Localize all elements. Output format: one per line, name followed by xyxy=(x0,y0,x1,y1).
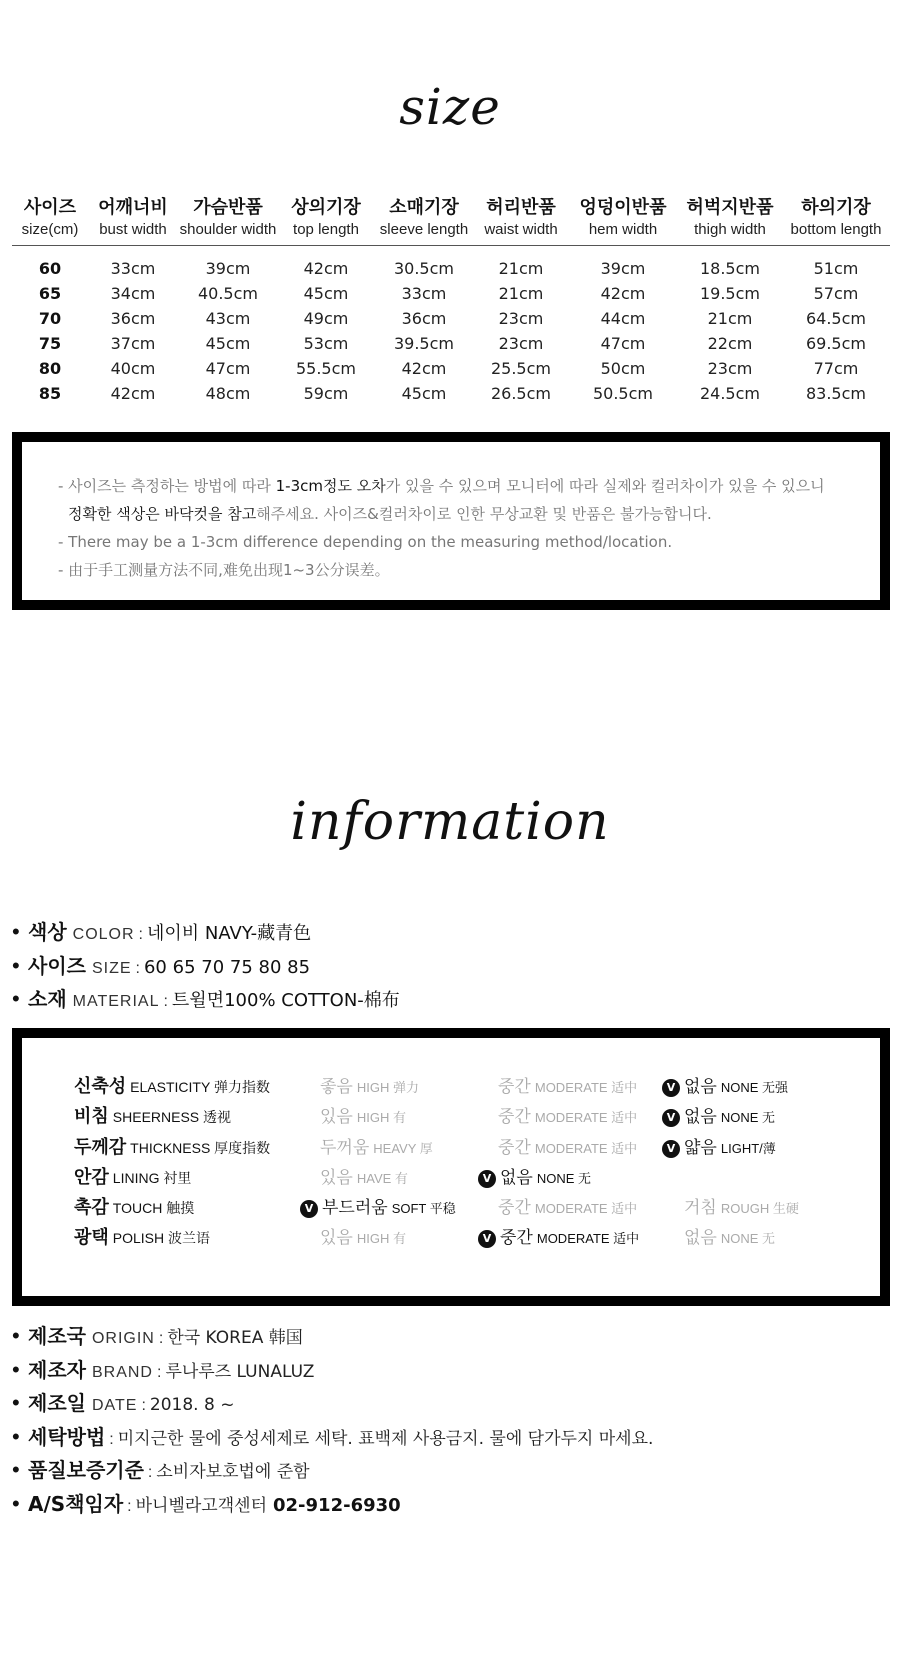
size-value-cell: 36cm xyxy=(110,309,156,328)
size-table-body xyxy=(12,246,890,406)
size-value-cell: 39.5cm xyxy=(393,334,454,353)
notice-line-4: - 由于手工测量方法不同,难免出现1~3公分误差。 xyxy=(58,561,390,579)
option-label-ko: 없음 xyxy=(500,1168,533,1188)
size-value-cell: 50.5cm xyxy=(592,384,653,403)
check-mark-icon: V xyxy=(478,1170,496,1188)
bullet-icon: • xyxy=(12,919,20,944)
property-option xyxy=(320,1072,419,1097)
size-header-en: bust width xyxy=(99,221,167,238)
size-header-cell xyxy=(678,196,782,245)
basic-info-label-en: MATERIAL xyxy=(72,993,160,1010)
detail-info-value: 바니벨라고객센터 xyxy=(135,1495,267,1516)
basic-info-label-en: COLOR xyxy=(72,926,135,943)
property-option xyxy=(498,1133,637,1158)
size-value-cell: 47cm xyxy=(600,334,646,353)
option-label-ko: 두꺼움 xyxy=(320,1138,370,1158)
property-name xyxy=(74,1133,270,1159)
property-name-ko: 촉감 xyxy=(74,1197,109,1218)
property-row xyxy=(22,1102,880,1134)
property-row xyxy=(22,1193,880,1225)
property-option xyxy=(320,1163,408,1188)
detail-info-item xyxy=(12,1454,653,1488)
basic-info-item xyxy=(12,983,400,1017)
size-header-ko: 엉덩이반품 xyxy=(579,197,667,218)
property-option-selected xyxy=(662,1133,776,1158)
basic-info-label-ko: 색상 xyxy=(28,920,67,944)
property-option xyxy=(498,1102,637,1127)
property-name xyxy=(74,1193,194,1219)
property-option-selected xyxy=(300,1193,456,1218)
size-value-cell: 59cm xyxy=(303,384,349,403)
basic-info-label-ko: 사이즈 xyxy=(28,953,86,978)
option-label-en: NONE 无 xyxy=(720,1231,776,1246)
property-option xyxy=(498,1193,637,1218)
check-mark-icon: V xyxy=(662,1140,680,1158)
detail-info-phone: 02-912-6930 xyxy=(273,1494,401,1516)
size-value-cell: 23cm xyxy=(498,309,544,328)
size-value-cell: 50cm xyxy=(600,359,646,378)
size-header-ko: 허리반품 xyxy=(486,197,556,218)
option-label-en: MODERATE 适中 xyxy=(534,1110,638,1125)
option-label-ko: 없음 xyxy=(684,1228,717,1248)
size-value-cell: 42cm xyxy=(600,284,646,303)
size-table-row xyxy=(12,356,890,381)
property-row xyxy=(22,1072,880,1104)
detail-info-item xyxy=(12,1387,653,1421)
size-value-cell: 42cm xyxy=(401,359,447,378)
property-option-selected xyxy=(478,1163,591,1188)
size-header-cell xyxy=(88,196,178,245)
size-value-cell: 42cm xyxy=(303,259,349,278)
basic-info-list xyxy=(12,916,400,1017)
detail-info-value: 루나루즈 LUNALUZ xyxy=(165,1361,315,1382)
basic-info-label-ko: 소재 xyxy=(28,987,67,1011)
option-label-en: MODERATE 适中 xyxy=(534,1141,638,1156)
option-label-ko: 없음 xyxy=(684,1077,717,1097)
size-value-cell: 39cm xyxy=(600,259,646,278)
check-mark-icon: V xyxy=(662,1079,680,1097)
size-value-cell: 42cm xyxy=(110,384,156,403)
size-value-cell: 18.5cm xyxy=(699,259,760,278)
option-label-ko: 얇음 xyxy=(684,1138,717,1158)
size-header-en: bottom length xyxy=(790,221,882,238)
basic-info-label-en: SIZE xyxy=(91,959,132,977)
size-value-cell: 34cm xyxy=(110,284,156,303)
property-name-ko: 광택 xyxy=(74,1227,109,1248)
option-label-en: MODERATE 适中 xyxy=(536,1231,640,1246)
size-header-ko: 사이즈 xyxy=(23,197,77,218)
size-value-cell: 19.5cm xyxy=(699,284,760,303)
detail-info-value: 한국 KOREA 韩国 xyxy=(167,1328,303,1348)
option-label-ko: 중간 xyxy=(498,1198,531,1218)
size-header-en: waist width xyxy=(484,221,558,238)
option-label-en: MODERATE 适中 xyxy=(534,1201,638,1216)
size-value-cell: 21cm xyxy=(498,284,544,303)
option-label-en: HIGH 弹力 xyxy=(356,1080,419,1095)
option-label-en: LIGHT/薄 xyxy=(720,1141,776,1156)
size-value-cell: 44cm xyxy=(600,309,646,328)
option-label-ko: 중간 xyxy=(500,1228,533,1248)
size-value-cell: 25.5cm xyxy=(490,359,551,378)
detail-info-value: 2018. 8 ~ xyxy=(149,1395,235,1415)
size-header-ko: 어깨너비 xyxy=(98,197,168,218)
size-value-cell: 21cm xyxy=(707,309,753,328)
size-value-cell: 22cm xyxy=(707,334,753,353)
detail-info-label-ko: 제조국 xyxy=(28,1324,86,1348)
property-option xyxy=(320,1102,406,1127)
option-label-en: HEAVY 厚 xyxy=(373,1141,433,1156)
option-label-ko: 부드러움 xyxy=(322,1198,388,1218)
size-header-ko: 허벅지반품 xyxy=(686,197,774,218)
size-value-cell: 30.5cm xyxy=(393,259,454,278)
size-header-cell xyxy=(178,196,278,245)
property-option-selected xyxy=(662,1102,775,1127)
size-table xyxy=(12,196,890,406)
check-mark-icon: V xyxy=(300,1200,318,1218)
size-value-cell: 24.5cm xyxy=(699,384,760,403)
size-label-cell: 70 xyxy=(38,309,62,328)
property-option xyxy=(498,1072,637,1097)
size-header-ko: 소매기장 xyxy=(389,197,459,218)
detail-info-label-en: BRAND xyxy=(91,1363,153,1381)
bullet-icon: • xyxy=(12,1457,20,1482)
separator: : xyxy=(158,1330,164,1347)
property-name-en: TOUCH 触摸 xyxy=(112,1200,195,1216)
size-value-cell: 26.5cm xyxy=(490,384,551,403)
property-name xyxy=(74,1163,191,1189)
property-row xyxy=(22,1163,880,1195)
size-value-cell: 48cm xyxy=(205,384,251,403)
bullet-icon: • xyxy=(12,1423,20,1449)
basic-info-value: 네이비 NAVY-藏青色 xyxy=(147,923,312,944)
size-value-cell: 21cm xyxy=(498,259,544,278)
detail-info-label-en: DATE xyxy=(91,1397,138,1414)
size-table-row xyxy=(12,381,890,406)
property-option xyxy=(320,1133,433,1158)
size-value-cell: 69.5cm xyxy=(805,334,866,353)
size-value-cell: 45cm xyxy=(303,284,349,303)
size-header-en: top length xyxy=(293,221,359,238)
property-row xyxy=(22,1133,880,1165)
detail-info-label-ko: 세탁방법 xyxy=(28,1424,106,1449)
option-label-ko: 거침 xyxy=(684,1198,717,1218)
property-name-en: THICKNESS 厚度指数 xyxy=(130,1140,271,1156)
bullet-icon: • xyxy=(12,1323,20,1348)
size-header-cell xyxy=(568,196,678,245)
size-value-cell: 40cm xyxy=(110,359,156,378)
basic-info-item xyxy=(12,950,400,984)
size-table-row xyxy=(12,281,890,306)
option-label-en: HIGH 有 xyxy=(356,1231,406,1246)
size-label-cell: 80 xyxy=(38,359,62,378)
option-label-en: MODERATE 适中 xyxy=(534,1080,638,1095)
bullet-icon: • xyxy=(12,1356,20,1382)
option-label-en: NONE 无强 xyxy=(720,1080,789,1095)
separator: : xyxy=(141,1397,146,1414)
size-value-cell: 23cm xyxy=(707,359,753,378)
bullet-icon: • xyxy=(12,986,20,1011)
size-header-cell xyxy=(474,196,568,245)
property-option xyxy=(320,1223,406,1248)
size-value-cell: 33cm xyxy=(110,259,156,278)
option-label-ko: 중간 xyxy=(498,1107,531,1127)
size-table-header xyxy=(12,196,890,246)
option-label-en: NONE 无 xyxy=(536,1171,592,1186)
size-header-en: size(cm) xyxy=(21,221,79,238)
size-header-en: sleeve length xyxy=(379,221,469,238)
size-label-cell: 65 xyxy=(38,284,62,303)
size-notice-box xyxy=(12,432,890,610)
size-value-cell: 77cm xyxy=(813,359,859,378)
option-label-ko: 있음 xyxy=(320,1168,353,1188)
separator: : xyxy=(109,1430,114,1448)
check-mark-icon: V xyxy=(662,1109,680,1127)
size-label-cell: 85 xyxy=(38,384,62,403)
size-label-cell: 60 xyxy=(38,259,62,278)
size-header-ko: 하의기장 xyxy=(801,197,871,218)
size-header-ko: 상의기장 xyxy=(291,197,361,218)
bullet-icon: • xyxy=(12,1490,20,1516)
option-label-en: HIGH 有 xyxy=(356,1110,406,1125)
size-table-row xyxy=(12,256,890,281)
bullet-icon: • xyxy=(12,1390,20,1415)
property-name-en: POLISH 波兰语 xyxy=(112,1230,211,1246)
size-header-en: hem width xyxy=(588,221,658,238)
property-name-ko: 비침 xyxy=(74,1106,109,1127)
size-header-ko: 가슴반품 xyxy=(193,197,263,218)
separator: : xyxy=(156,1363,162,1381)
size-value-cell: 53cm xyxy=(303,334,349,353)
size-value-cell: 64.5cm xyxy=(805,309,866,328)
size-value-cell: 57cm xyxy=(813,284,859,303)
option-label-en: HAVE 有 xyxy=(356,1171,408,1186)
property-name xyxy=(74,1102,231,1128)
property-name xyxy=(74,1072,270,1098)
size-table-row xyxy=(12,331,890,356)
size-label-cell: 75 xyxy=(38,334,62,353)
size-header-cell xyxy=(278,196,374,245)
size-section-title: size xyxy=(399,78,501,136)
size-value-cell: 45cm xyxy=(401,384,447,403)
size-header-cell xyxy=(12,196,88,245)
detail-info-item xyxy=(12,1488,653,1522)
check-mark-icon: V xyxy=(478,1230,496,1248)
size-header-cell xyxy=(374,196,474,245)
separator: : xyxy=(127,1497,132,1515)
size-value-cell: 83.5cm xyxy=(805,384,866,403)
fabric-properties-box xyxy=(12,1028,890,1306)
property-name-en: SHEERNESS 透视 xyxy=(112,1109,232,1125)
property-option xyxy=(684,1223,775,1248)
bullet-icon: • xyxy=(12,952,20,978)
detail-info-item xyxy=(12,1421,653,1455)
option-label-ko: 좋음 xyxy=(320,1077,353,1097)
size-header-en: shoulder width xyxy=(179,221,277,238)
notice-line-3: - There may be a 1-3cm difference depending on the measuring method/location. xyxy=(58,533,673,551)
size-value-cell: 49cm xyxy=(303,309,349,328)
option-label-en: ROUGH 生硬 xyxy=(720,1201,799,1216)
property-name-ko: 신축성 xyxy=(74,1076,127,1097)
size-header-cell xyxy=(782,196,890,245)
property-option xyxy=(684,1193,799,1218)
size-value-cell: 40.5cm xyxy=(197,284,258,303)
option-label-ko: 있음 xyxy=(320,1228,353,1248)
information-section-title: information xyxy=(290,792,610,852)
property-name xyxy=(74,1223,210,1249)
size-value-cell: 33cm xyxy=(401,284,447,303)
separator: : xyxy=(147,1464,153,1481)
detail-info-label-ko: 제조일 xyxy=(28,1391,86,1415)
size-value-cell: 55.5cm xyxy=(295,359,356,378)
detail-info-label-en: ORIGIN xyxy=(91,1330,155,1347)
basic-info-value: 트윌면100% COTTON-棉布 xyxy=(171,990,400,1011)
detail-info-item xyxy=(12,1320,653,1354)
separator: : xyxy=(163,993,168,1010)
option-label-ko: 없음 xyxy=(684,1107,717,1127)
separator: : xyxy=(138,926,143,943)
size-value-cell: 45cm xyxy=(205,334,251,353)
option-label-ko: 중간 xyxy=(498,1077,531,1097)
property-name-en: LINING 衬里 xyxy=(112,1170,192,1186)
property-option-selected xyxy=(662,1072,788,1097)
size-header-en: thigh width xyxy=(694,221,766,238)
property-name-ko: 두께감 xyxy=(74,1137,127,1158)
size-value-cell: 23cm xyxy=(498,334,544,353)
detail-info-list xyxy=(12,1320,653,1521)
option-label-ko: 중간 xyxy=(498,1138,531,1158)
option-label-ko: 있음 xyxy=(320,1107,353,1127)
notice-line-1: - 사이즈는 측정하는 방법에 따라 1-3cm정도 오차가 있을 수 있으며 모니터에 따라 실제와 컬러차이가 있을 수 있으니 xyxy=(58,477,825,495)
size-value-cell: 37cm xyxy=(110,334,156,353)
separator: : xyxy=(135,959,140,977)
size-value-cell: 47cm xyxy=(205,359,251,378)
size-table-row xyxy=(12,306,890,331)
detail-info-label-ko: 제조자 xyxy=(28,1357,86,1382)
property-name-ko: 안감 xyxy=(74,1167,109,1188)
basic-info-item xyxy=(12,916,400,950)
size-value-cell: 39cm xyxy=(205,259,251,278)
detail-info-label-ko: A/S책임자 xyxy=(28,1491,124,1516)
property-row xyxy=(22,1223,880,1255)
detail-info-label-ko: 품질보증기준 xyxy=(28,1458,144,1482)
notice-line-2: 정확한 색상은 바닥컷을 참고해주세요. 사이즈&컬러차이로 인한 무상교환 및 반품은 불가능합니다. xyxy=(68,505,712,523)
detail-info-item xyxy=(12,1354,653,1388)
property-option-selected xyxy=(478,1223,639,1248)
detail-info-value: 미지근한 물에 중성세제로 세탁. 표백제 사용금지. 물에 담가두지 마세요. xyxy=(117,1428,654,1449)
option-label-en: SOFT 平稳 xyxy=(391,1201,456,1216)
size-value-cell: 43cm xyxy=(205,309,251,328)
property-name-en: ELASTICITY 弹力指数 xyxy=(130,1079,270,1095)
detail-info-value: 소비자보호법에 준함 xyxy=(156,1462,310,1482)
option-label-en: NONE 无 xyxy=(720,1110,776,1125)
size-value-cell: 36cm xyxy=(401,309,447,328)
size-value-cell: 51cm xyxy=(813,259,859,278)
basic-info-value: 60 65 70 75 80 85 xyxy=(143,956,311,978)
